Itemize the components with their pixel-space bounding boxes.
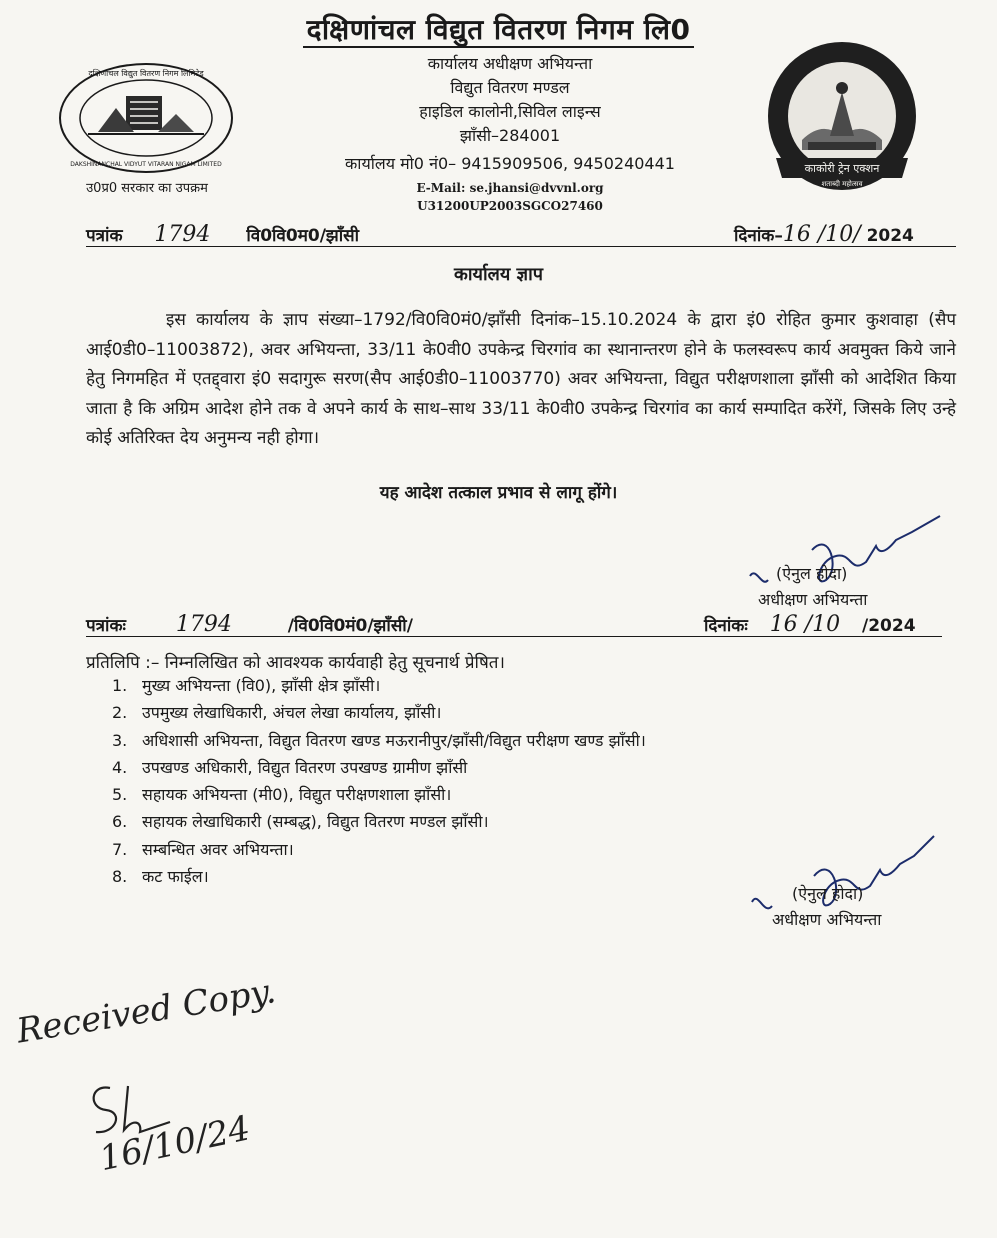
ref-label: पत्रांक	[86, 226, 123, 246]
list-item: 3. अधिशासी अभियन्ता, विद्युत वितरण खण्ड मऊरानीपुर/झाँसी/विद्युत परीक्षण खण्ड झाँसी।	[112, 730, 646, 750]
emblem-ribbon-text: काकोरी ट्रेन एक्शन	[804, 162, 880, 175]
ref-date: दिनांक–16 /10/ 2024	[734, 222, 914, 247]
copy-to-list	[112, 672, 646, 890]
memo-body: इस कार्यालय के ज्ञाप संख्या–1792/वि0वि0मं0/झाँसी दिनांक–15.10.2024 के द्वारा इं0 रोहित कुमार कुशवाहा (सैप आई0डी0–11003872), अवर अभियन्ता, 33/11 के0वी0 उपकेन्द्र चिरगांव का स्थानान्तरण होने के फलस्वरूप कार्य अवमुक्त किये जाने हेतु निगमहित में एतद्द्वारा इं0 सदागुरू सरण(सैप आई0डी0–11003770) अवर अभियन्ता, विद्युत परीक्षणशाला झाँसी को आदेशित किया जाता है कि अग्रिम आदेश होने तक वे अपने कार्य के साथ–साथ 33/11 के0वी0 उपकेन्द्र चिरगांव का कार्य सम्पादित करेंगें, जिसके लिए उन्हे कोई अतिरिक्त देय अनुमन्य नही होगा।	[86, 310, 956, 448]
office-name: कार्यालय अधीक्षण अभियन्ता	[427, 54, 593, 73]
logo-ring-text: दक्षिणांचल विद्युत वितरण निगम लिमिटेड	[88, 69, 204, 78]
ref-office-code: वि0वि0म0/झाँसी	[246, 226, 360, 246]
copy-ref-label: पत्रांकः	[86, 616, 126, 636]
colony-address: हाइडिल कालोनी,सिविल लाइन्स	[419, 102, 601, 121]
circle-name: विद्युत वितरण मण्डल	[450, 78, 570, 97]
copy-ref-date: दिनांकः 16 /10 /2024	[704, 612, 916, 637]
logo-caption: उ0प्र0 सरकार का उपक्रम	[86, 181, 208, 196]
list-item: 5. सहायक अभियन्ता (मी0), विद्युत परीक्षणशाला झाँसी।	[112, 785, 452, 805]
signatory-title: अधीक्षण अभियन्ता	[758, 590, 868, 609]
list-item: 1. मुख्य अभियन्ता (वि0), झाँसी क्षेत्र झाँसी।	[112, 676, 381, 695]
copy-ref-number: 1794	[175, 612, 232, 637]
organization-title: दक्षिणांचल विद्युत वितरण निगम लि0	[0, 10, 997, 48]
signatory-name: (ऐनुल होदा)	[776, 564, 848, 583]
dvvnl-logo	[58, 62, 234, 174]
office-email: E-Mail: se.jhansi@dvvnl.org	[416, 181, 604, 195]
memo-title: कार्यालय ज्ञाप	[454, 264, 543, 285]
list-item: 8. कट फाईल।	[112, 867, 209, 887]
kakori-emblem-logo	[752, 40, 932, 196]
signatory-title-2: अधीक्षण अभियन्ता	[772, 910, 882, 929]
logo-ring-text-en: DAKSHINANCHAL VIDYUT VITARAN NIGAM LIMITED	[70, 161, 222, 168]
order-line: यह आदेश तत्काल प्रभाव से लागू होंगे।	[379, 483, 618, 503]
emblem-sub-text: शताब्दी महोत्सव	[821, 180, 863, 188]
copy-to-intro: प्रतिलिपि :– निम्नलिखित को आवश्यक कार्यवाही हेतु सूचनार्थ प्रेषित।	[86, 653, 505, 673]
received-date: 16/10/24	[96, 1108, 254, 1180]
ref-number: 1794	[154, 222, 211, 247]
office-phone: कार्यालय मो0 नं0– 9415909506, 9450240441	[345, 154, 675, 173]
list-item: 4. उपखण्ड अधिकारी, विद्युत वितरण उपखण्ड ग्रामीण झाँसी	[112, 757, 468, 777]
reference-row	[86, 222, 956, 247]
list-item: 7. सम्बन्धित अवर अभियन्ता।	[112, 839, 294, 859]
received-copy-note: Received Copy.	[14, 971, 279, 1052]
copy-ref-office-code: /वि0वि0मं0/झाँसी/	[287, 616, 413, 636]
city-pincode: झाँसी–284001	[459, 126, 561, 145]
copy-ref-underline	[86, 636, 942, 637]
ref-underline	[86, 246, 956, 247]
signatory-name-2: (ऐनुल होदा)	[792, 884, 864, 903]
list-item: 2. उपमुख्य लेखाधिकारी, अंचल लेखा कार्यालय, झाँसी।	[112, 703, 442, 723]
list-item: 6. सहायक लेखाधिकारी (सम्बद्ध), विद्युत वितरण मण्डल झाँसी।	[112, 812, 489, 832]
copy-reference-row	[86, 612, 956, 637]
company-cin: U31200UP2003SGCO27460	[417, 199, 603, 213]
